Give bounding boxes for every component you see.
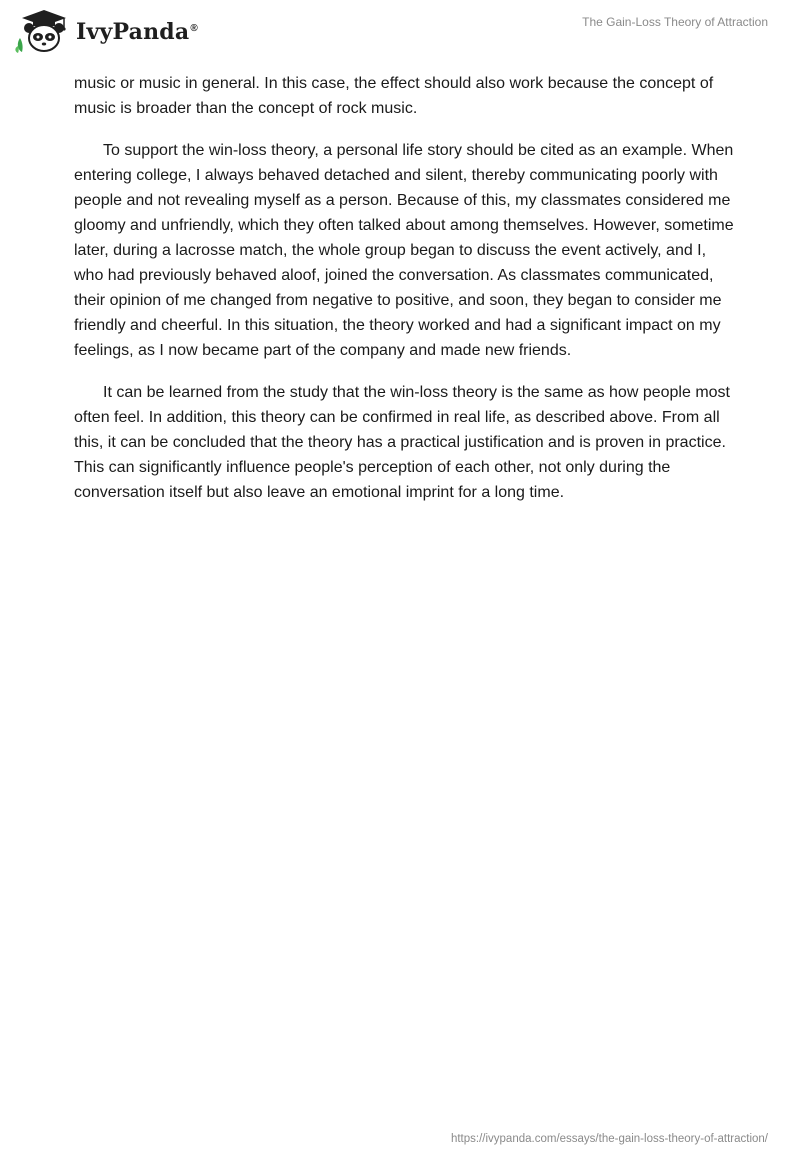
paragraph-continuation: music or music in general. In this case, the effect should also work because the concept of music is broader than the concept of rock music. — [74, 75, 714, 117]
page-header — [0, 0, 800, 70]
paragraph-personal-story: To support the win-loss theory, a personal life story should be cited as an example. When entering college, I always behaved detached and silent, thereby communicating poorly with people and not revealing myself as a person. Because of this, my classmates considered me gloomy and unfriendly, which they often talked about among themselves. However, sometime later, during a lacrosse match, the whole group began to discuss the event actively, and I, who had previously behaved aloof, joined the conversation. As classmates communicated, their opinion of me changed from negative to positive, and soon, they began to consider me friendly and cheerful. In this situation, the theory worked and had a significant impact on my feelings, as I now became part of the company and made new friends. — [74, 142, 734, 359]
paragraph-conclusion: It can be learned from the study that the win-loss theory is the same as how people most often feel. In addition, this theory can be confirmed in real life, as described above. From all this, it can be concluded that the theory has a practical justification and is proven in practice. This can significantly influence people's perception of each other, not only during the conversation itself but also leave an emotional imprint for a long time. — [74, 384, 730, 501]
running-title: The Gain-Loss Theory of Attraction — [582, 15, 768, 29]
brand-logo[interactable] — [14, 8, 198, 54]
source-url-link[interactable]: https://ivypanda.com/essays/the-gain-loss-theory-of-attraction/ — [450, 1133, 768, 1145]
registered-mark: ® — [190, 22, 198, 34]
brand-name: IvyPanda® — [76, 19, 198, 45]
essay-body — [74, 71, 734, 522]
graduation-panda-icon — [14, 8, 72, 54]
